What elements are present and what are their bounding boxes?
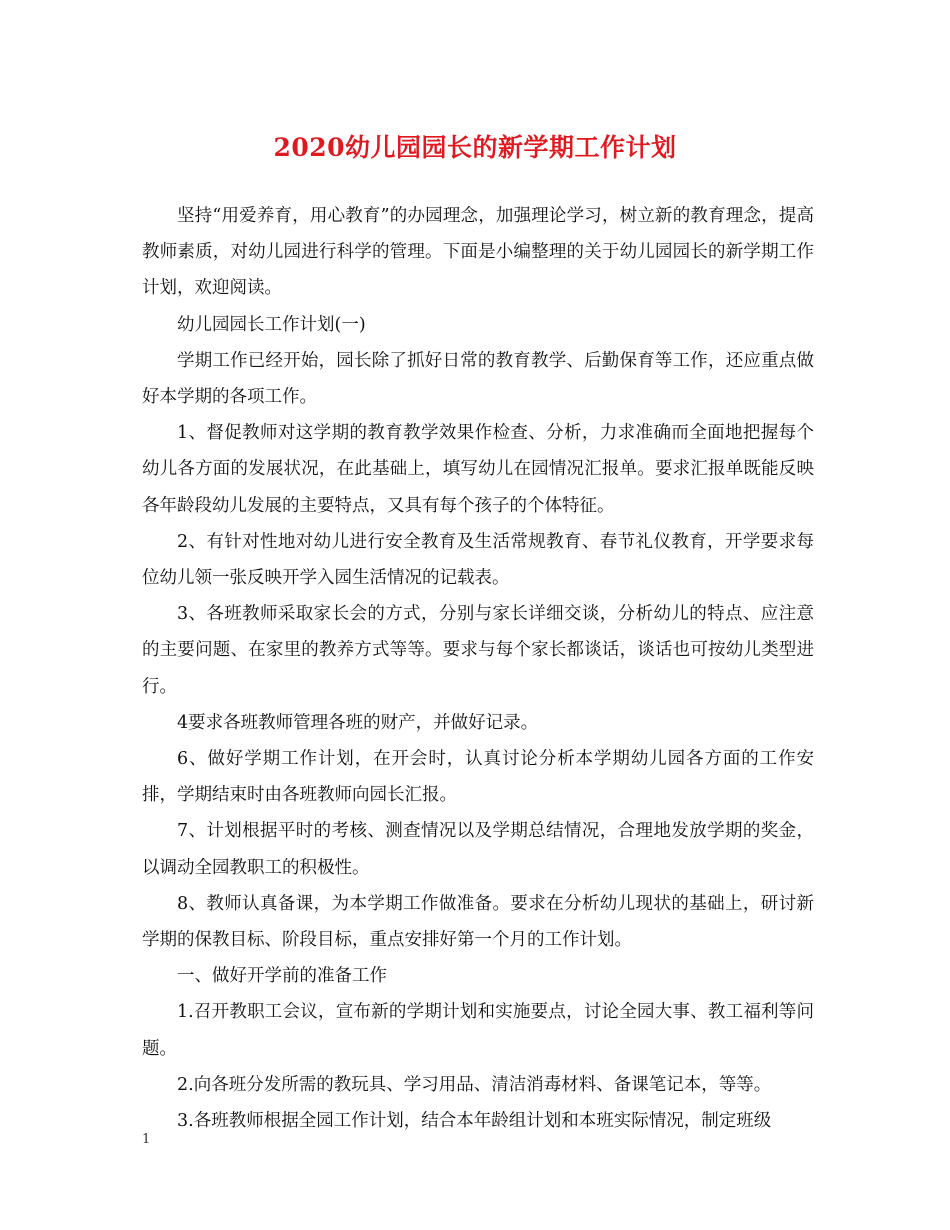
paragraph-prep-3: 3.各班教师根据全园工作计划，结合本年龄组计划和本班实际情况，制定班级 xyxy=(177,1111,772,1132)
paragraph-prep-1: 1.召开教职工会议，宣布新的学期计划和实施要点，讨论全园大事、教工福利等问题。 xyxy=(142,1002,814,1059)
paragraph-item-4: 4要求各班教师管理各班的财产，并做好记录。 xyxy=(177,712,539,733)
paragraph-section-heading: 一、做好开学前的准备工作 xyxy=(177,966,387,987)
paragraph-overview: 学期工作已经开始，园长除了抓好日常的教育教学、后勤保育等工作，还应重点做好本学期的各项工作。 xyxy=(142,350,814,408)
paragraph-item-2: 2、有针对性地对幼儿进行安全教育及生活常规教育、春节礼仪教育，开学要求每位幼儿领一张反映开学入园生活情况的记载表。 xyxy=(142,531,814,589)
page-number: 1 xyxy=(142,1132,151,1147)
paragraph-item-3: 3、各班教师采取家长会的方式，分别与家长详细交谈，分析幼儿的特点、应注意的主要问题、在家里的教养方式等等。要求与每个家长都谈话，谈话也可按幼儿类型进行。 xyxy=(142,604,814,697)
paragraph-item-1: 1、督促教师对这学期的教育教学效果作检查、分析，力求准确而全面地把握每个幼儿各方面的发展状况，在此基础上，填写幼儿在园情况汇报单。要求汇报单既能反映各年龄段幼儿发展的主要特点，又具有每个孩子的个体特征。 xyxy=(142,423,814,516)
paragraph-item-6: 6、做好学期工作计划，在开会时，认真讨论分析本学期幼儿园各方面的工作安排，学期结束时由各班教师向园长汇报。 xyxy=(142,749,814,806)
paragraph-plan-heading: 幼儿园园长工作计划(一) xyxy=(177,314,366,335)
document-title: 2020幼儿园园长的新学期工作计划 xyxy=(273,133,677,162)
document-body xyxy=(142,198,814,1139)
paragraph-intro: 坚持“用爱养育，用心教育”的办园理念，加强理论学习，树立新的教育理念，提高教师素质，对幼儿园进行科学的管理。下面是小编整理的关于幼儿园园长的新学期工作计划，欢迎阅读。 xyxy=(142,206,814,299)
paragraph-item-7: 7、计划根据平时的考核、测查情况以及学期总结情况，合理地发放学期的奖金，以调动全园教职工的积极性。 xyxy=(142,821,814,878)
paragraph-item-8: 8、教师认真备课，为本学期工作做准备。要求在分析幼儿现状的基础上，研讨新学期的保教目标、阶段目标，重点安排好第一个月的工作计划。 xyxy=(142,893,814,951)
paragraph-prep-2: 2.向各班分发所需的教玩具、学习用品、清洁消毒材料、备课笔记本，等等。 xyxy=(177,1074,772,1095)
